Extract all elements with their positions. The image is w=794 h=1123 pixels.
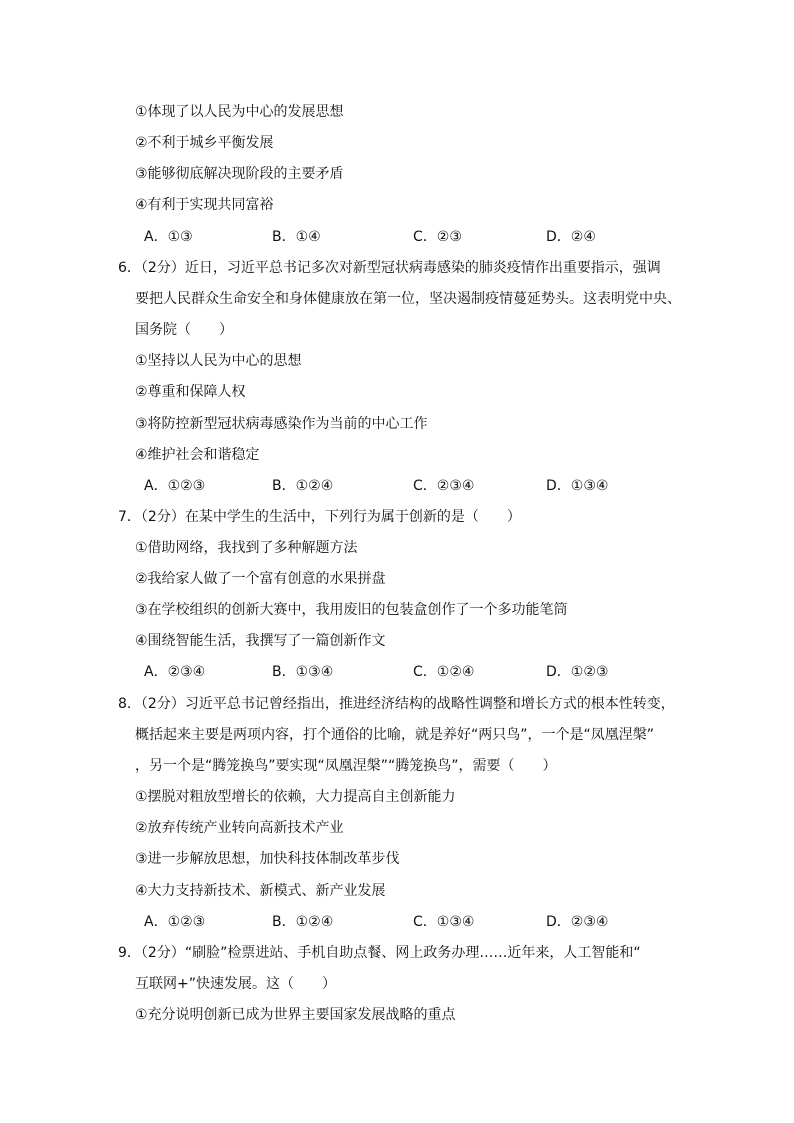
question-stem: 国务院（ ） <box>135 322 233 338</box>
question-stem: 概括起来主要是两项内容，打个通俗的比喻，就是养好“两只鸟”，一个是“凤凰涅槃” <box>135 727 655 743</box>
statement-item: ①体现了以人民为中心的发展思想 <box>135 104 344 120</box>
option-b[interactable]: B．①②④ <box>272 914 334 930</box>
option-d[interactable]: D．②③④ <box>546 914 609 930</box>
option-b[interactable]: B．①④ <box>272 229 321 245</box>
question-stem: ，另一个是“腾笼换鸟”要实现“凤凰涅槃”“腾笼换鸟”，需要（ ） <box>135 758 557 774</box>
answer-options <box>144 662 704 682</box>
option-c[interactable]: C．①③④ <box>413 914 475 930</box>
statement-item: ①坚持以人民为中心的思想 <box>135 353 302 369</box>
statement-item: ③将防控新型冠状病毒感染作为当前的中心工作 <box>135 416 428 432</box>
statement-item: ③在学校组织的创新大赛中，我用废旧的包装盒创作了一个多功能笔筒 <box>135 602 568 618</box>
option-a[interactable]: A．①②③ <box>144 478 206 494</box>
question-stem: 6．（2分）近日，习近平总书记多次对新型冠状病毒感染的肺炎疫情作出重要指示，强调 <box>118 260 661 276</box>
option-a[interactable]: A．①③ <box>144 229 193 245</box>
answer-options <box>144 476 704 496</box>
statement-item: ④维护社会和谐稳定 <box>135 447 260 463</box>
statement-item: ②尊重和保障人权 <box>135 384 246 400</box>
option-c[interactable]: C．②③ <box>413 229 462 245</box>
statement-item: ①充分说明创新已成为世界主要国家发展战略的重点 <box>135 1007 456 1023</box>
statement-item: ③进一步解放思想，加快科技体制改革步伐 <box>135 851 400 867</box>
option-a[interactable]: A．②③④ <box>144 664 206 680</box>
option-d[interactable]: D．①②③ <box>546 664 609 680</box>
statement-item: ④大力支持新技术、新模式、新产业发展 <box>135 883 386 899</box>
option-b[interactable]: B．①②④ <box>272 478 334 494</box>
option-b[interactable]: B．①③④ <box>272 664 334 680</box>
question-stem: 9．（2分）“刷脸”检票进站、手机自助点餐、网上政务办理……近年来，人工智能和“ <box>118 945 641 961</box>
statement-item: ①摆脱对粗放型增长的依赖，大力提高自主创新能力 <box>135 789 456 805</box>
option-a[interactable]: A．①②③ <box>144 914 206 930</box>
statement-item: ②放弃传统产业转向高新技术产业 <box>135 820 344 836</box>
statement-item: ④有利于实现共同富裕 <box>135 197 274 213</box>
statement-item: ②不利于城乡平衡发展 <box>135 135 274 151</box>
option-c[interactable]: C．①②④ <box>413 664 475 680</box>
answer-options <box>144 912 704 932</box>
question-stem: 互联网+”快速发展。这（ ） <box>135 976 336 992</box>
question-stem: 8．（2分）习近平总书记曾经指出，推进经济结构的战略性调整和增长方式的根本性转变， <box>118 696 675 712</box>
question-stem: 7．（2分）在某中学生的生活中，下列行为属于创新的是（ ） <box>118 509 521 525</box>
question-stem: 要把人民群众生命安全和身体健康放在第一位，坚决遏制疫情蔓延势头。这表明党中央、 <box>135 291 681 307</box>
option-d[interactable]: D．②④ <box>546 229 596 245</box>
statement-item: ③能够彻底解决现阶段的主要矛盾 <box>135 166 344 182</box>
answer-options <box>144 227 704 247</box>
statement-item: ④围绕智能生活，我撰写了一篇创新作文 <box>135 633 386 649</box>
statement-item: ①借助网络，我找到了多种解题方法 <box>135 540 358 556</box>
statement-item: ②我给家人做了一个富有创意的水果拼盘 <box>135 571 386 587</box>
option-d[interactable]: D．①③④ <box>546 478 609 494</box>
option-c[interactable]: C．②③④ <box>413 478 475 494</box>
